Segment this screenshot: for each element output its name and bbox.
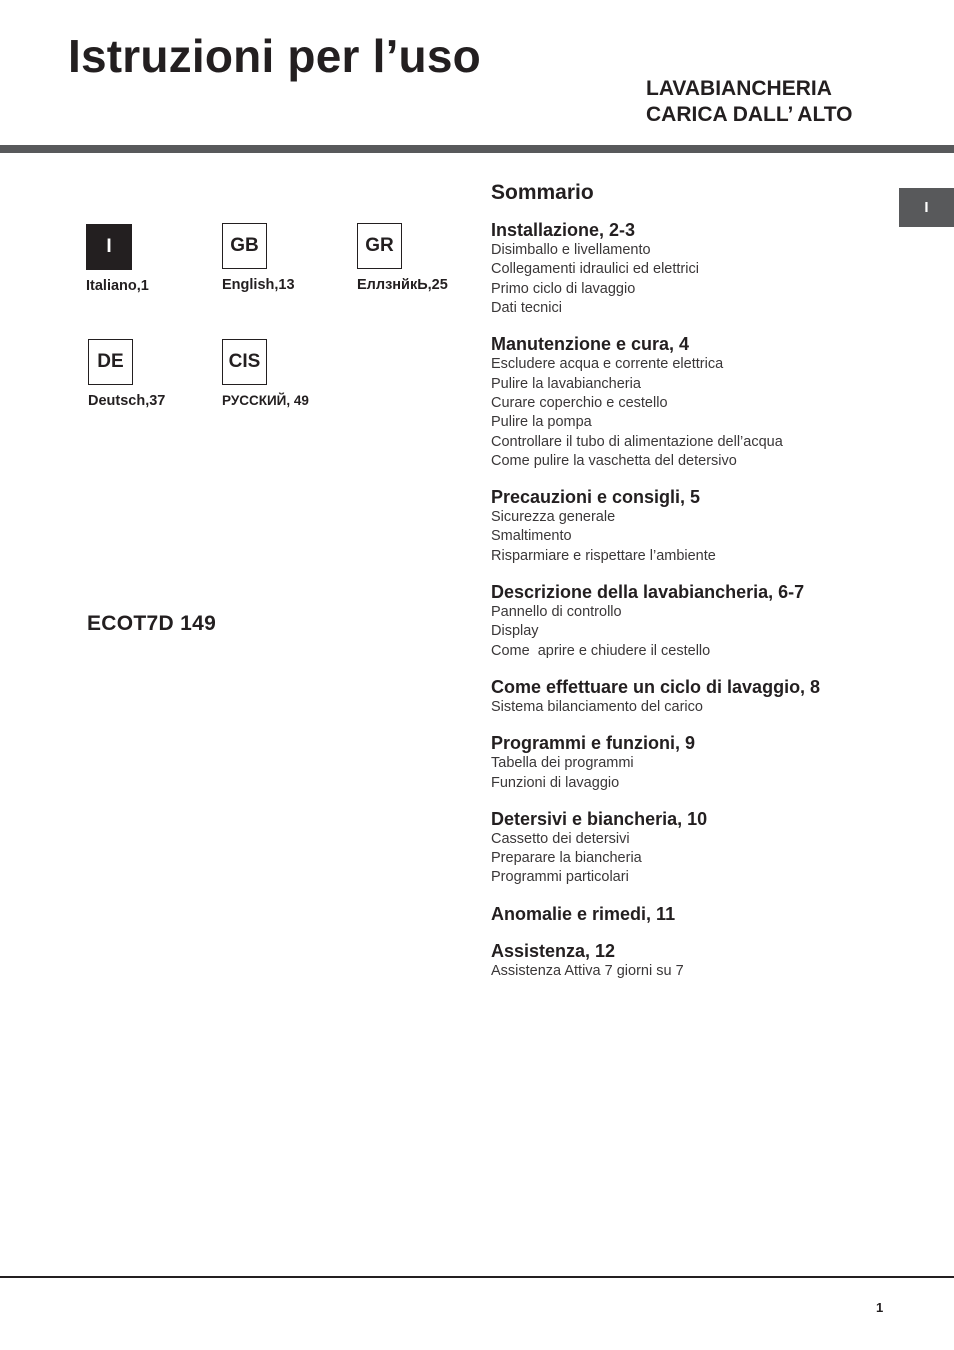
toc-item[interactable]: Come aprire e chiudere il cestello: [491, 642, 711, 659]
toc-section-detersivi: [491, 809, 891, 888]
language-item-italiano[interactable]: [86, 224, 236, 294]
language-code-box: GB: [222, 223, 267, 269]
header-divider: [0, 145, 954, 153]
toc-item[interactable]: Collegamenti idraulici ed elettrici: [491, 261, 699, 278]
toc-item[interactable]: Disimballo e livellamento: [491, 242, 651, 259]
toc-section-descrizione: [491, 582, 891, 661]
toc-item[interactable]: Escludere acqua e corrente elettrica: [491, 356, 724, 373]
toc-item[interactable]: Primo ciclo di lavaggio: [491, 280, 636, 297]
model-number: ECOT7D 149: [87, 612, 217, 635]
toc-section-installazione: [491, 220, 891, 318]
toc-section-precauzioni: [491, 487, 891, 566]
language-label: РУССКИЙ, 49: [222, 393, 309, 408]
language-code-box: I: [86, 224, 132, 270]
toc-heading[interactable]: Anomalie e rimedi, 11: [491, 903, 676, 924]
language-side-tab: I: [899, 188, 954, 227]
toc-heading[interactable]: Precauzioni e consigli, 5: [491, 487, 701, 508]
toc-heading[interactable]: Installazione, 2-3: [491, 220, 636, 241]
toc-heading[interactable]: Assistenza, 12: [491, 940, 616, 961]
language-code-box: GR: [357, 223, 402, 269]
toc-heading[interactable]: Detersivi e biancheria, 10: [491, 808, 708, 829]
toc-item[interactable]: Tabella dei programmi: [491, 755, 634, 772]
toc-item[interactable]: Smaltimento: [491, 528, 572, 545]
toc-item[interactable]: Pulire la pompa: [491, 414, 592, 431]
toc-item[interactable]: Dati tecnici: [491, 300, 562, 317]
toc-item[interactable]: Preparare la biancheria: [491, 850, 642, 867]
language-label: Deutsch,37: [88, 393, 166, 409]
toc-item[interactable]: Pannello di controllo: [491, 604, 622, 621]
toc-item[interactable]: Sistema bilanciamento del carico: [491, 698, 703, 715]
toc-item[interactable]: Curare coperchio e cestello: [491, 394, 668, 411]
toc-item[interactable]: Sicurezza generale: [491, 509, 616, 526]
toc-item[interactable]: Controllare il tubo di alimentazione dell’acqua: [491, 433, 783, 450]
toc-heading[interactable]: Descrizione della lavabiancheria, 6-7: [491, 582, 805, 603]
toc-section-manutenzione: [491, 334, 891, 471]
product-subtitle: [646, 76, 853, 128]
language-label: Italiano,1: [86, 278, 149, 294]
subtitle-line-1: LAVABIANCHERIA: [646, 77, 832, 100]
toc-item[interactable]: Funzioni di lavaggio: [491, 774, 620, 791]
toc-section-programmi: [491, 733, 891, 793]
language-item-english[interactable]: [222, 223, 372, 293]
language-code-box: CIS: [222, 339, 267, 385]
page-title: Istruzioni per l’uso: [68, 30, 481, 82]
toc-item[interactable]: Risparmiare e rispettare l’ambiente: [491, 547, 716, 564]
toc-section-assistenza: [491, 941, 891, 981]
table-of-contents: [491, 180, 891, 997]
toc-heading[interactable]: Programmi e funzioni, 9: [491, 733, 696, 754]
language-code-box: DE: [88, 339, 133, 385]
toc-item[interactable]: Assistenza Attiva 7 giorni su 7: [491, 962, 684, 979]
toc-title: Sommario: [491, 181, 594, 204]
toc-heading[interactable]: Manutenzione e cura, 4: [491, 334, 690, 355]
toc-section-ciclo-lavaggio: [491, 677, 891, 717]
subtitle-line-2: CARICA DALL’ ALTO: [646, 103, 853, 126]
toc-heading[interactable]: Come effettuare un ciclo di lavaggio, 8: [491, 676, 821, 697]
toc-item[interactable]: Pulire la lavabiancheria: [491, 375, 641, 392]
language-item-deutsch[interactable]: [88, 339, 238, 409]
language-label: ЕллзнйкЬ,25: [357, 277, 448, 293]
language-label: English,13: [222, 277, 295, 293]
language-item-russian[interactable]: [222, 339, 372, 408]
toc-item[interactable]: Cassetto dei detersivi: [491, 830, 630, 847]
toc-item[interactable]: Programmi particolari: [491, 869, 629, 886]
toc-section-anomalie: [491, 904, 891, 925]
page-number: 1: [876, 1300, 884, 1315]
footer-divider: [0, 1276, 954, 1278]
toc-item[interactable]: Display: [491, 623, 539, 640]
toc-item[interactable]: Come pulire la vaschetta del detersivo: [491, 452, 737, 469]
language-item-greek[interactable]: [357, 223, 507, 293]
